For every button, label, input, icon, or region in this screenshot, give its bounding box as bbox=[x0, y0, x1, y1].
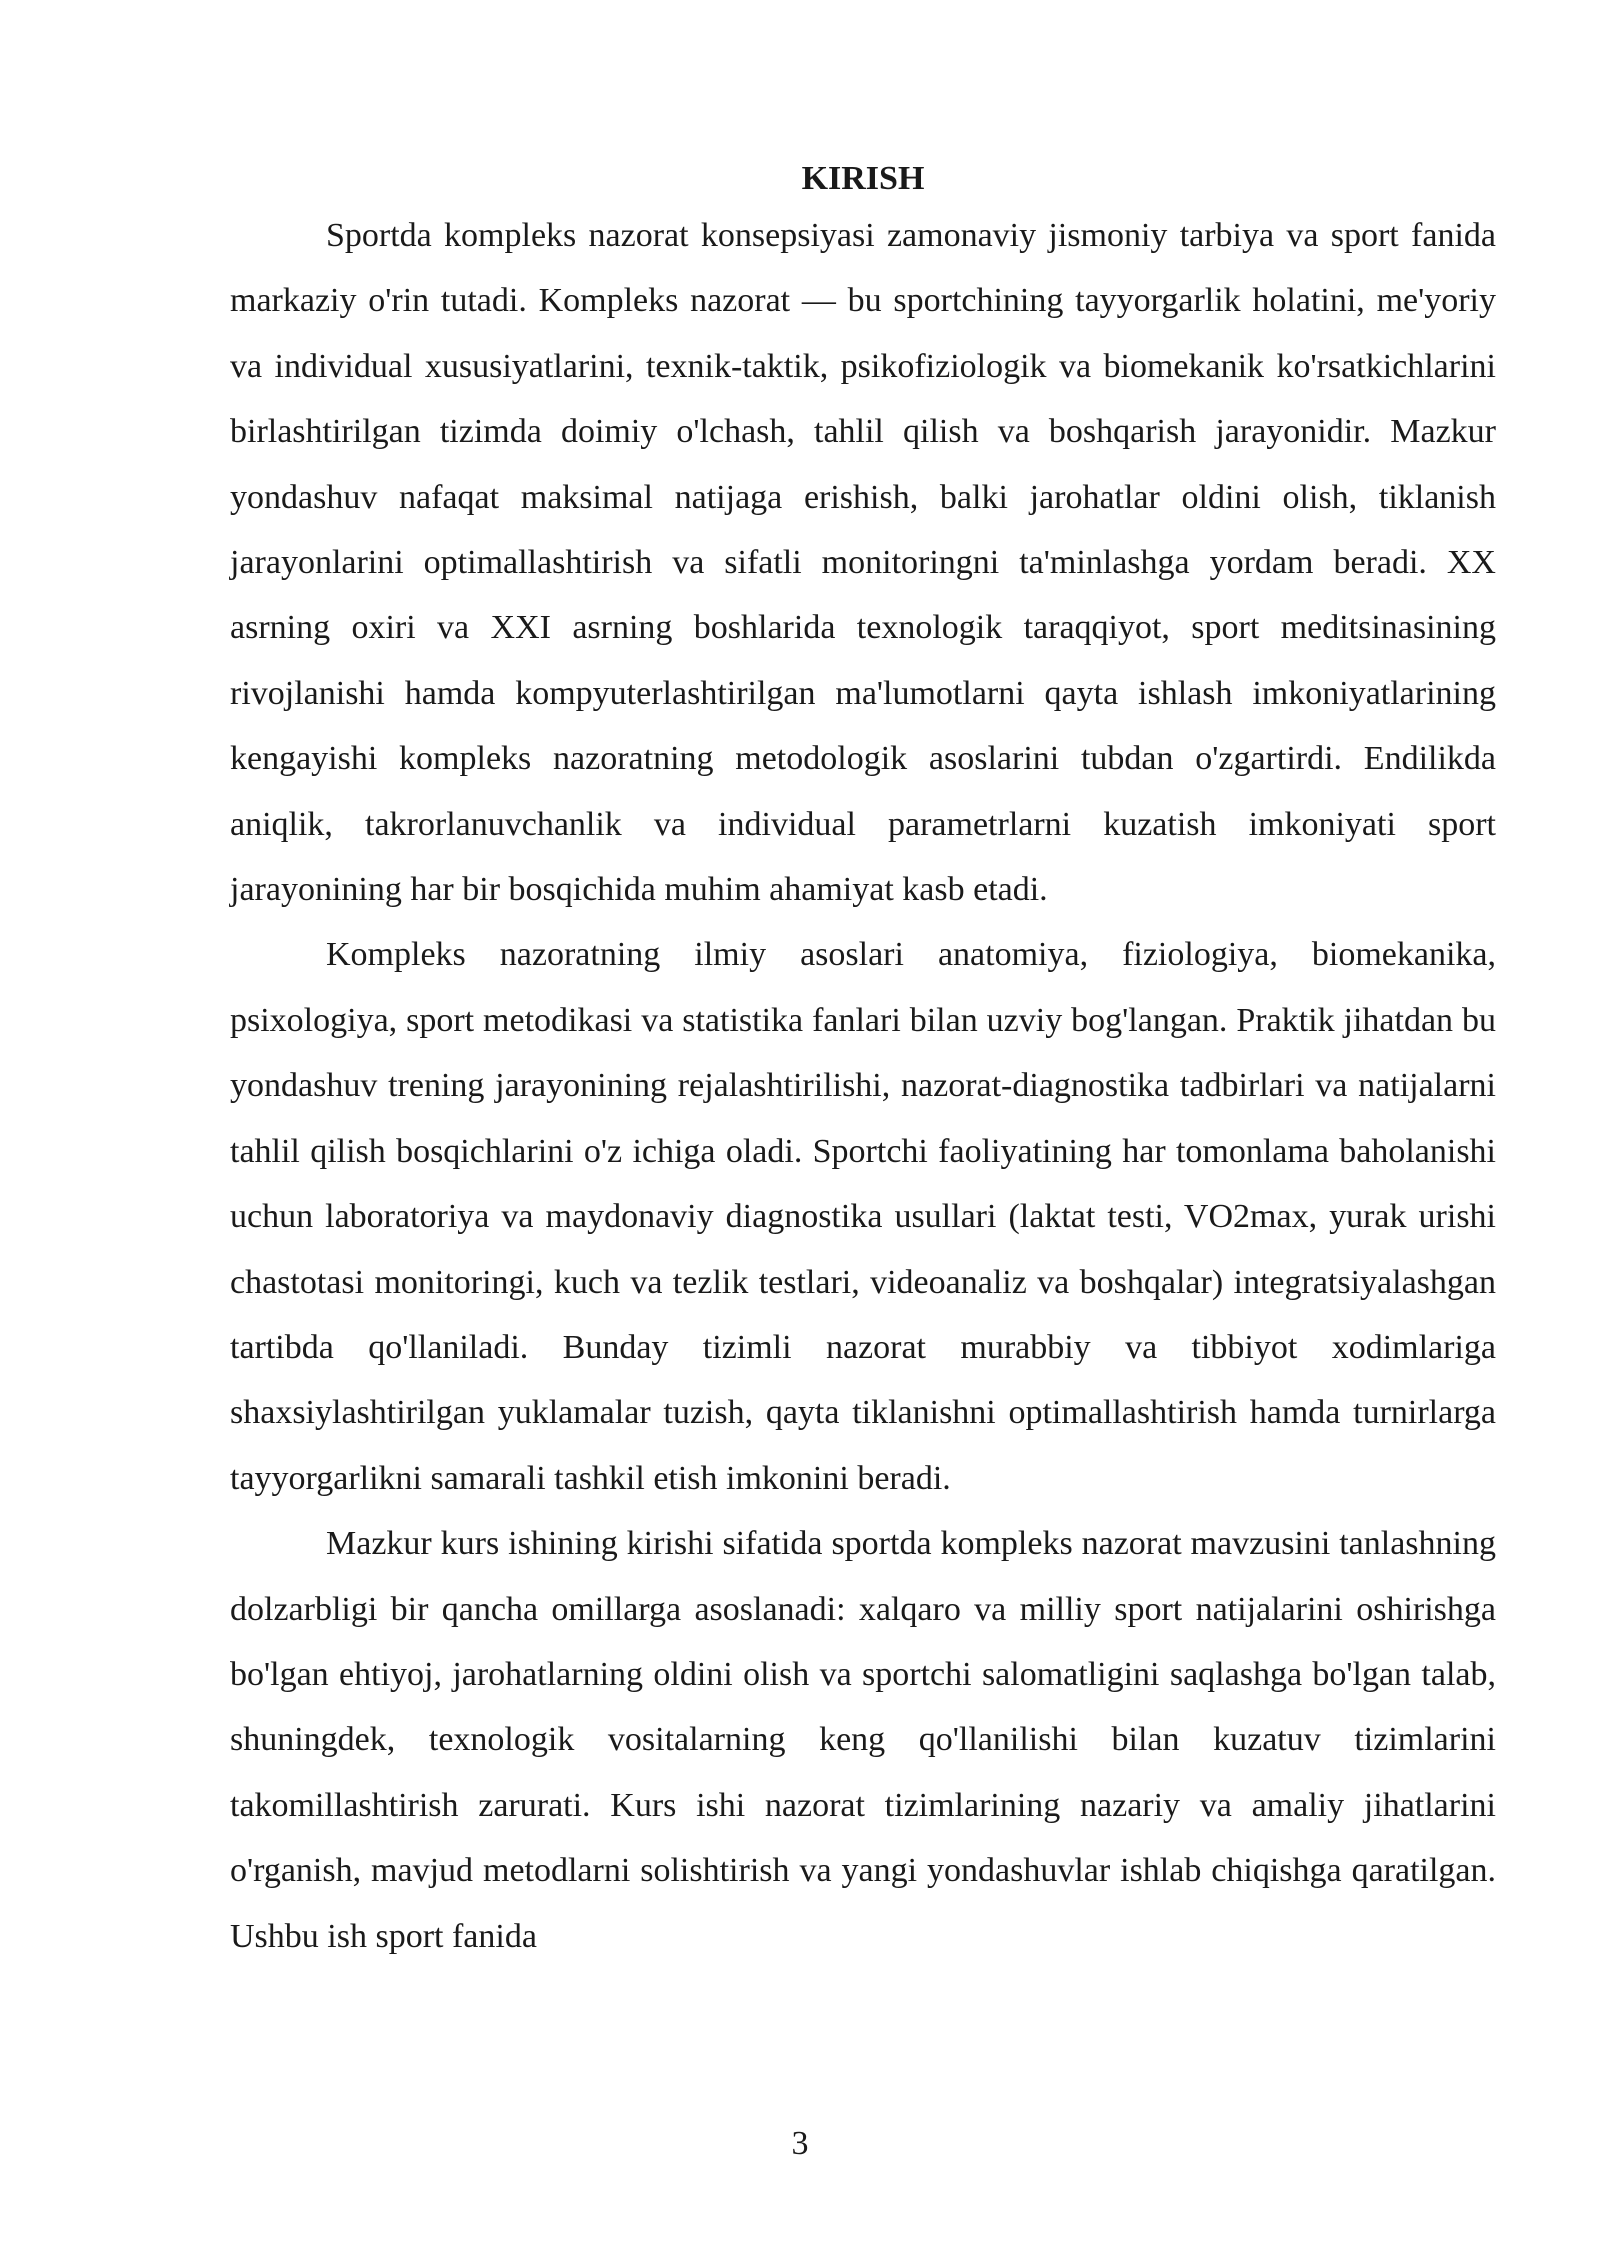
page-body bbox=[230, 150, 1496, 1969]
paragraph-2: Kompleks nazoratning ilmiy asoslari anatomiya, fiziologiya, biomekanika, psixologiya, sport metodikasi va statistika fanlari bilan uzviy bog'langan. Praktik jihatdan bu yondashuv trening jarayonining rejalashtirilishi, nazorat-diagnostika tadbirlari va natijalarni tahlil qilish bosqichlarini o'z ichiga oladi. Sportchi faoliyatining har tomonlama baholanishi uchun laboratoriya va maydonaviy diagnostika usullari (laktat testi, VO2max, yurak urishi chastotasi monitoringi, kuch va tezlik testlari, videoanaliz va boshqalar) integratsiyalashgan tartibda qo'llaniladi. Bunday tizimli nazorat murabbiy va tibbiyot xodimlariga shaxsiylashtirilgan yuklamalar tuzish, qayta tiklanishni optimallashtirish hamda turnirlarga tayyorgarlikni samarali tashkil etish imkonini beradi. bbox=[230, 936, 1496, 1497]
paragraph-1: Sportda kompleks nazorat konsepsiyasi zamonaviy jismoniy tarbiya va sport fanida markaziy o'rin tutadi. Kompleks nazorat — bu sportchining tayyorgarlik holatini, me'yoriy va individual xususiyatlarini, texnik-taktik, psikofiziologik va biomekanik ko'rsatkichlarini birlashtirilgan tizimda doimiy o'lchash, tahlil qilish va boshqarish jarayonidir. Mazkur yondashuv nafaqat maksimal natijaga erishish, balki jarohatlar oldini olish, tiklanish jarayonlarini optimallashtirish va sifatli monitoringni ta'minlashga yordam beradi. XX asrning oxiri va XXI asrning boshlarida texnologik taraqqiyot, sport meditsinasining rivojlanishi hamda kompyuterlashtirilgan ma'lumotlarni qayta ishlash imkoniyatlarining kengayishi kompleks nazoratning metodologik asoslarini tubdan o'zgartirdi. Endilikda aniqlik, takrorlanuvchanlik va individual parametrlarni kuzatish imkoniyati sport jarayonining har bir bosqichida muhim ahamiyat kasb etadi. bbox=[230, 217, 1496, 909]
section-heading: KIRISH bbox=[801, 160, 925, 197]
page-number: 3 bbox=[791, 2125, 809, 2162]
paragraph-3: Mazkur kurs ishining kirishi sifatida sportda kompleks nazorat mavzusini tanlashning dolzarbligi bir qancha omillarga asoslanadi: xalqaro va milliy sport natijalarini oshirishga bo'lgan ehtiyoj, jarohatlarning oldini olish va sportchi salomatligini saqlashga bo'lgan talab, shuningdek, texnologik vositalarning keng qo'llanilishi bilan kuzatuv tizimlarini takomillashtirish zarurati. Kurs ishi nazorat tizimlarining nazariy va amaliy jihatlarini o'rganish, mavjud metodlarni solishtirish va yangi yondashuvlar ishlab chiqishga qaratilgan. Ushbu ish sport fanida bbox=[230, 1525, 1496, 1955]
